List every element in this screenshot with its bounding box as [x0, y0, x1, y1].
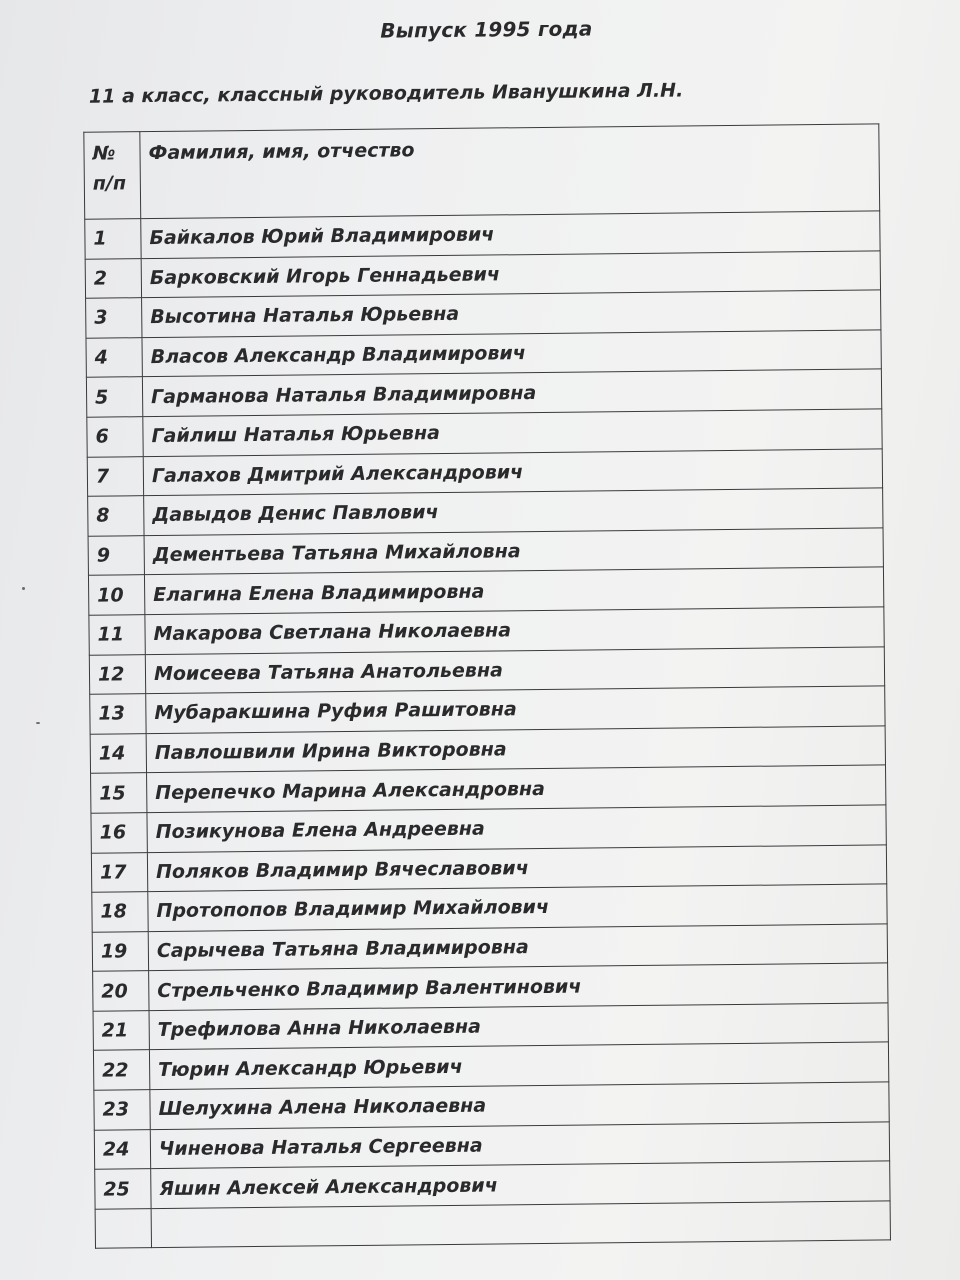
student-name: Галахов Дмитрий Александрович	[143, 448, 882, 495]
student-name: Елагина Елена Владимировна	[144, 567, 883, 614]
student-name: Стрельченко Владимир Валентинович	[149, 963, 888, 1010]
student-name: Трефилова Анна Николаевна	[149, 1003, 888, 1050]
student-name: Макарова Светлана Николаевна	[145, 607, 884, 654]
row-number	[95, 1208, 151, 1248]
paper-speck	[36, 722, 40, 724]
student-name: Сарычева Татьяна Владимировна	[148, 924, 887, 971]
row-number: 21	[93, 1010, 149, 1050]
student-name: Чиненова Наталья Сергеевна	[150, 1122, 889, 1169]
document-subtitle: 11 а класс, классный руководитель Иванушкина Л.Н.	[88, 79, 684, 108]
document-title: Выпуск 1995 года	[380, 16, 593, 43]
student-name: Протопопов Владимир Михайлович	[148, 884, 887, 931]
row-number: 7	[87, 456, 143, 496]
student-name: Павлошвили Ирина Викторовна	[146, 726, 885, 773]
table-row	[95, 1201, 890, 1249]
student-name: Гайлиш Наталья Юрьевна	[143, 409, 882, 456]
student-name: Шелухина Алена Николаевна	[150, 1082, 889, 1129]
student-name: Давыдов Денис Павлович	[144, 488, 883, 535]
header-name: Фамилия, имя, отчество	[140, 124, 880, 219]
student-name: Дементьева Татьяна Михайловна	[144, 528, 883, 575]
row-number: 10	[88, 575, 144, 615]
paper-speck	[22, 587, 25, 590]
student-name: Поляков Владимир Вячеславович	[147, 844, 886, 891]
row-number: 16	[91, 813, 147, 853]
row-number: 4	[86, 337, 142, 377]
row-number: 17	[91, 852, 147, 892]
student-name: Гарманова Наталья Владимировна	[142, 369, 881, 416]
row-number: 14	[90, 733, 146, 773]
row-number: 24	[94, 1129, 150, 1169]
document-sheet	[60, 0, 953, 1266]
row-number: 18	[92, 892, 148, 932]
student-name: Яшин Алексей Александрович	[151, 1161, 890, 1208]
student-name	[151, 1201, 890, 1248]
row-number: 19	[92, 931, 148, 971]
student-name: Перепечко Марина Александровна	[147, 765, 886, 812]
row-number: 11	[89, 615, 145, 655]
row-number: 1	[85, 219, 141, 259]
row-number: 20	[93, 971, 149, 1011]
student-name: Мубаракшина Руфия Рашитовна	[146, 686, 885, 733]
table-body	[85, 211, 891, 1249]
row-number: 5	[86, 377, 142, 417]
row-number: 22	[93, 1050, 149, 1090]
header-number: № п/п	[84, 132, 141, 220]
row-number: 8	[88, 496, 144, 536]
student-name: Позикунова Елена Андреевна	[147, 805, 886, 852]
student-name: Байкалов Юрий Владимирович	[141, 211, 880, 258]
row-number: 2	[85, 258, 141, 298]
student-name: Барковский Игорь Геннадьевич	[141, 251, 880, 298]
row-number: 23	[94, 1090, 150, 1130]
table-header-row	[84, 124, 880, 219]
student-name: Власов Александр Владимирович	[142, 330, 881, 377]
student-name: Высотина Наталья Юрьевна	[142, 290, 881, 337]
row-number: 12	[89, 654, 145, 694]
row-number: 25	[95, 1169, 151, 1209]
student-name: Тюрин Александр Юрьевич	[149, 1042, 888, 1089]
student-name: Моисеева Татьяна Анатольевна	[145, 646, 884, 693]
student-table	[83, 123, 891, 1249]
row-number: 6	[87, 417, 143, 457]
row-number: 3	[86, 298, 142, 338]
row-number: 15	[91, 773, 147, 813]
row-number: 9	[88, 535, 144, 575]
row-number: 13	[90, 694, 146, 734]
